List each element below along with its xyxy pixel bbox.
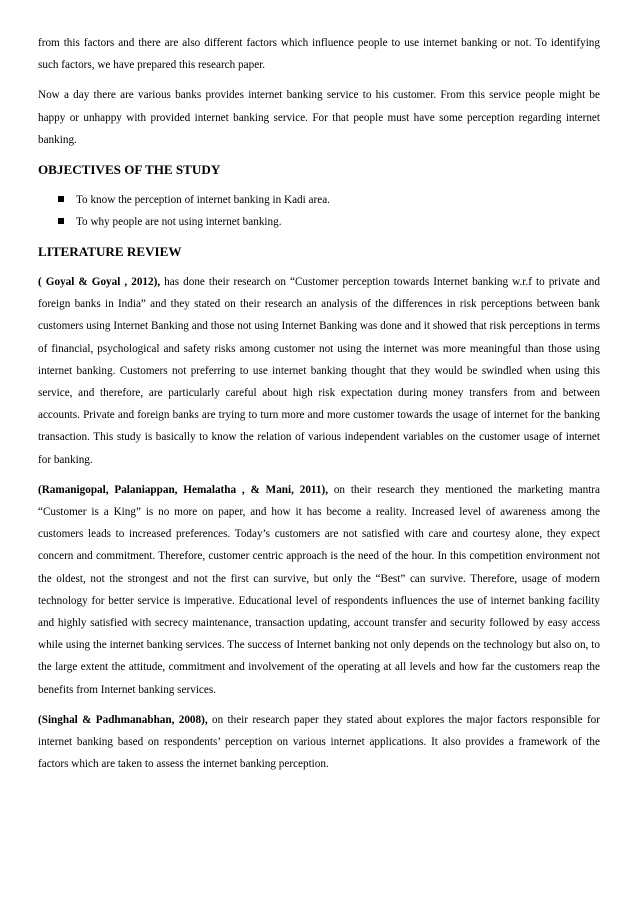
entry-text: on their research they mentioned the marketing mantra “Customer is a King” is no more on paper, and how it has become a reality. Increased level of awareness among the customers leads to increased preferences. Today’s customers are not satisfied with care and courtesy alone, they expect concern and commitment. Therefore, customer centric approach is the need of the hour. In this competition environment not the oldest, not the strongest and not the first can survive, but only the “Best” can survive. Therefore, usage of modern technology for better service is imperative. Educational level of respondents influences the use of internet banking facility and highly satisfied with secrecy maintenance, transaction updating, account transfer and security followed by easy access while using the internet banking services. The success of Internet banking not only depends on the technology but also on, to the large extent the attitude, commitment and involvement of the operating at all levels and how far the customers reap the benefits from Internet banking services. <box>38 483 600 696</box>
literature-entry-singhal <box>38 709 600 776</box>
intro-paragraph-1: from this factors and there are also different factors which influence people to use internet banking or not. To identifying such factors, we have prepared this research paper. <box>38 37 600 72</box>
literature-heading: LITERATURE REVIEW <box>38 244 182 260</box>
literature-entry-goyal <box>38 271 600 471</box>
citation: ( Goyal & Goyal , 2012), <box>38 276 161 289</box>
citation: (Singhal & Padhmanabhan, 2008), <box>38 713 208 726</box>
objectives-heading: OBJECTIVES OF THE STUDY <box>38 162 221 178</box>
entry-text: on their research paper they stated about explores the major factors responsible for internet banking based on respondents’ perception on various internet applications. It also provides a framework of the factors which are taken to assess the internet banking perception. <box>38 713 601 771</box>
objective-text: To know the perception of internet banking in Kadi area. <box>76 194 330 207</box>
square-bullet-icon <box>58 196 64 202</box>
objective-text: To why people are not using internet banking. <box>76 216 282 229</box>
intro-paragraph-2: Now a day there are various banks provides internet banking service to his customer. From this service people might be happy or unhappy with provided internet banking service. For that people must have some perception regarding internet banking. <box>38 89 600 146</box>
square-bullet-icon <box>58 218 64 224</box>
entry-text: has done their research on “Customer perception towards Internet banking w.r.f to private and foreign banks in India” and they stated on their research an analysis of the differences in risk perceptions between bank customers using Internet Banking and those not using Internet Banking was done and it showed that risk perceptions in terms of financial, psychological and safety risks among customer not using the internet was more meaningful than those using internet banking. Customers not preferring to use internet banking thought that they would be swindled when using this service, and therefore, are particularly careful about high risk expectation during money transfers from and between accounts. Private and foreign banks are trying to turn more and more customer towards the usage of internet for the banking transaction. This study is basically to know the relation of various independent variables on the customer usage of internet for banking. <box>38 276 600 466</box>
objective-item <box>58 211 600 233</box>
citation: (Ramanigopal, Palaniappan, Hemalatha , & Mani, 2011), <box>38 483 329 496</box>
literature-entry-ramanigopal <box>38 479 600 701</box>
objective-item <box>58 189 600 211</box>
objectives-list <box>38 189 600 233</box>
